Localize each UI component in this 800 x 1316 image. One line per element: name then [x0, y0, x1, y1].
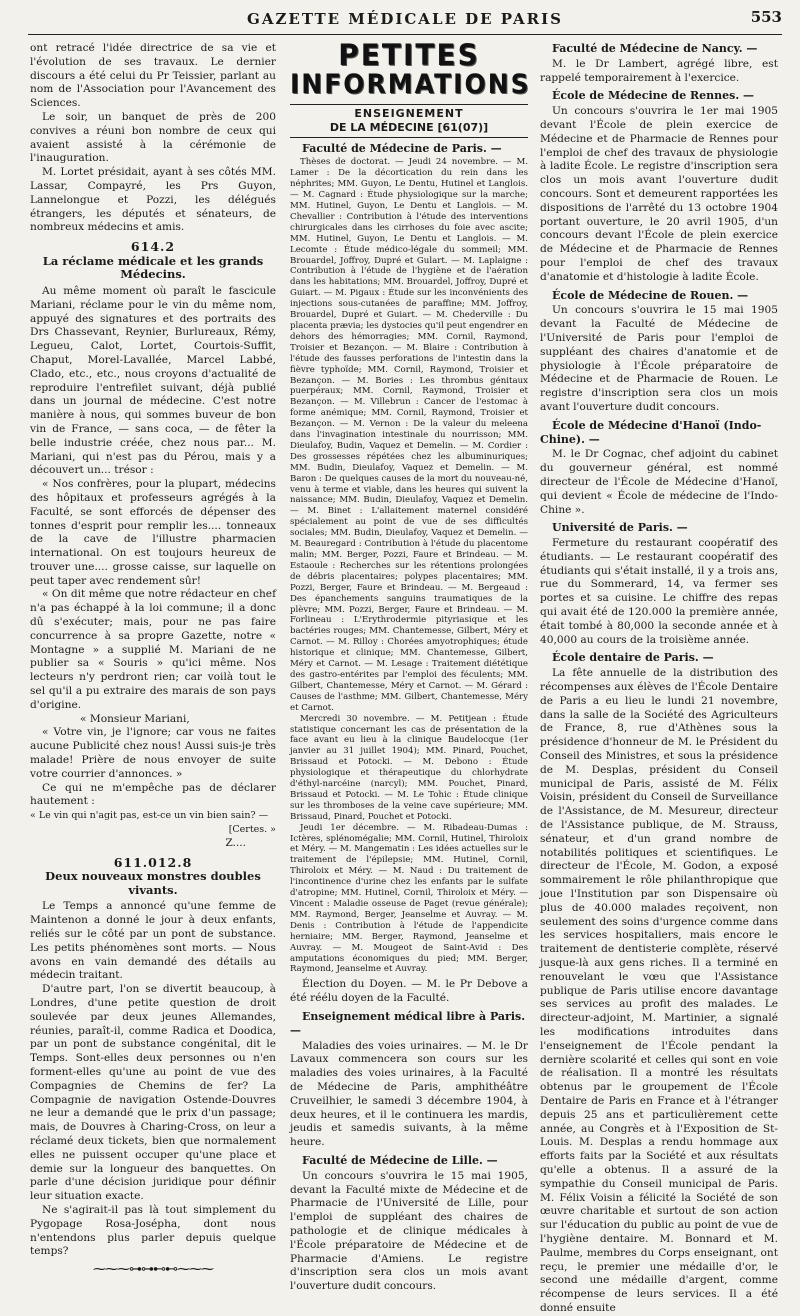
column-middle — [290, 37, 531, 1294]
quote-line: « Le vin qui n'agit pas, est-ce un vin bien sain? — — [30, 810, 269, 822]
section-banner — [290, 37, 531, 100]
page-header — [28, 4, 782, 35]
column-right — [540, 42, 778, 1316]
quote-paragraph: « Votre vin, je l'ignore; car vous ne faites aucune Publicité chez nous! Aussi suis-je très malade! Prière de nous envoyer de suite votre courrier d'annonces. » — [30, 726, 276, 780]
theses-paragraph: Thèses de doctorat. — Jeudi 24 novembre. — M. Lamer : De la décortication du rein dans les néphrites; MM. Guyon, Le Dentu, Hutinel et Langlois. — M. Cagnard : Étude physiologique sur la marche; MM. Hutinel, Guyon, Le Dentu et Langlois. — M. Chevallier : Contribution à l'étude des interventions chirurgicales dans les cirrhoses du foie avec ascite; MM. Hutinel, Guyon, Le Dentu et Langlois. — M. Lecomte : Étude médico-légale du sommeil; MM. Brouardel, Joffroy, Dupré et Gulart. — M. Laplaigne : Contribution à l'étude de l'hygiène et de l'aération dans les habitations; MM. Brouardel, Joffroy, Dupré et Guiart. — M. Pigaux : Étude sur les inconvénients des injections sous-cutanées de paraffine; MM. Joffroy, Brouardel, Dupré et Guiart. — M. Chederville : Du placenta prævia; les dystocies qu'il peut engendrer en dehors des hémorragies; MM. Cornil, Raymond, Troisier et Bezançon. — M. Blaire : Contribution à l'étude des fausses perforations de l'intestin dans la fièvre typhoïde; MM. Cornil, Raymond, Troisier et Bezançon. — M. Bories : Les thrombus génitaux puerpéraux; MM. Cornil, Raymond, Troisier et Bezançon. — M. Villebrun : Cancer de l'estomac à forme anémique; MM. Cornil, Raymond, Troisier et Bezançon. — M. Vernon : De la valeur du meleena dans l'invagination intestinale du nourrisson; MM. Dieulafoy, Budin, Vaquez et Demelin. — M. Cordier : Des grossesses répétées chez les albuminuriques; MM. Budin, Dieulafoy, Vaquez et Demelin. — M. Baron : De quelques causes de la mort du nouveau-né, venu à terme et viable, dans les heures qui suivent la naissance; MM. Budin, Dieulafoy, Vaquez et Demelin. — M. Binet : L'allaitement maternel considéré spécialement au point de vue de ses difficultés sociales; MM. Budin, Dieulafoy, Vaquez et Demelin. — M. Beauregard : Contribution à l'étude du placentome malin; MM. Berger, Pozzi, Faure et Brindeau. — M. Estaoule : Recherches sur les rétentions prolongées de débris placentaires; polypes placentaires; MM. Pozzi, Berger, Faure et Brindeau. — M. Bergeaud : Des épanchements sanguins traumatiques de la plèvre; MM. Pozzi, Berger, Faure et Brindeau. — M. Forlineau : L'Erythrodermie pityriasique et les bactéries rouges; MM. Chantemesse, Gilbert, Méry et Carnot. — M. Rilloy : Chorées amyotrophiques; étude historique et clinique; MM. Chantemesse, Gilbert, Méry et Carnot. — M. Lesage : Traitement diététique des gastro-entérites par l'emploi des féculents; MM. Gilbert, Chantemesse, Méry et Carnot. — M. Gérard : Causes de l'asthme; MM. Gilbert, Chantemesse, Méry et Carnot. — [290, 157, 528, 713]
theses-paragraph: Jeudi 1er décembre. — M. Ribadeau-Dumas : Ictères, splénomégalie; MM. Cornil, Hutinel, Thiroloix et Méry. — M. Mangematin : Les idées actuelles sur le traitement de l'épilepsie; MM. Hutinel, Cornil, Thiroloix et Méry. — M. Naud : Du traitement de l'incontinence d'urine chez les enfants par le sulfate d'atropine; MM. Hutinel, Cornil, Thiroloix et Méry. — Vincent : Maladie osseuse de Paget (revue générale); MM. Raymond, Berger, Jeanselme et Auvray. — M. Denis : Contribution à l'étude de l'appendicite herniaire; MM. Berger, Raymond, Jeanselme et Auvray. — M. Mougeot de Saint-Avid : Des amputations économiques du pied; MM. Berger, Raymond, Jeanselme et Auvray. — [290, 822, 528, 975]
signature: Z.... — [225, 836, 246, 849]
nancy-paragraph: M. le Dr Lambert, agrégé libre, est rappelé temporairement à l'exercice. — [540, 57, 778, 84]
article-paragraph: D'autre part, l'on se divertit beaucoup, à Londres, d'une petite question de droit soulevée par deux jeunes Allemandes, réunies, paraît-il, comme Radica et Doodica, par un pont de substance congénital, dit le Temps. Sont-elles deux personnes ou n'en forment-elles qu'une au point de vue des Compagnies de Chemins de fer? La Compagnie de navigation Ostende-Douvres ne leur a demandé que le prix d'un passage; mais, de Douvres à Charing-Cross, on leur a réclamé deux tickets, bien que normalement elles ne puissent occuper qu'une place et demie sur la longueur des banquettes. On parle d'une décision juridique pour définir leur situation exacte. — [30, 983, 276, 1203]
quote-paragraph: « On dit même que notre rédacteur en chef n'a pas échappé à la loi commune; il a donc dû s'exécuter; mais, pour ne pas faire concurrence à sa propre Gazette, notre « Montagne » a supplié M. Mariani de ne publier sa « Souris » qu'ici même. Nos lecteurs n'y perdront rien; car voilà tout le sel qu'il a pu extraire des marais de son pays d'origine. — [30, 588, 276, 711]
course-paragraph: Maladies des voies urinaires. — M. le Dr Lavaux commencera son cours sur les maladies des voies urinaires, à la Faculté de Médecine de Paris, amphithéâtre Cruveilhier, le samedi 3 décembre 1904, à deux heures, et il le continuera les mardis, jeudis et samedis suivants, à la même heure. — [290, 1039, 528, 1149]
section-title: Deux nouveaux monstres doubles vivants. — [45, 869, 261, 897]
subsection-heading: Faculté de Médecine de Nancy. — — [552, 42, 758, 55]
hanoi-paragraph: M. le Dr Cognac, chef adjoint du cabinet du gouverneur général, est nommé directeur de l'École de Médecine d'Hanoï, qui devient « École de médecine de l'Indo-Chine ». — [540, 448, 778, 516]
subsection-heading: École de Médecine d'Hanoï (Indo-Chine). — — [540, 418, 762, 446]
section-number: 611.012.8 — [113, 854, 193, 870]
dental-school-paragraph: La fête annuelle de la distribution des récompenses aux élèves de l'École Dentaire de Paris a eu lieu le lundi 21 novembre, dans la salle de la Société des Agriculteurs de France, 8, rue d'Athènes sous la présidence d'honneur de M. le Président du Conseil des Ministres, et sous la présidence de M. Desplas, président du Conseil municipal de Paris, assisté de M. Félix Voisin, président du Conseil de Surveillance de l'Assistance, de M. Mesureur, directeur de l'Assistance publique, de M. Strauss, sénateur, et d'un grand nombre de notabilités politiques et scientifiques. Le directeur de l'École, M. Godon, a exposé sommairement le rôle philanthropique que joue l'Institution par son Dispensaire où plus de 40.000 malades reçoivent, non seulement des soins d'urgence comme dans les services hospitaliers, mais encore le traitement de dentisterie complète, réservé jusque-là aux gens riches. Il a terminé en renouvelant le vœu que l'Assistance publique de Paris utilise encore davantage ses services au profit des malades. Le directeur-adjoint, M. Martinier, a signalé les modifications introduites dans l'enseignement de l'École pendant la dernière scolarité et celles qui sont en voie de réalisation. Il a montré les résultats obtenus par le groupement de l'École Dentaire de Paris en France et à l'étranger depuis 25 ans et particulièrement cette année, au Congrès et à l'Exposition de St-Louis. M. Desplas a rendu hommage aux efforts faits par la Société et aux résultats qu'elle a obtenus. Il a assuré de la sympathie du Conseil municipal de Paris. M. Félix Voisin a félicité la Société de son œuvre charitable et surtout de son action sur l'éducation du public au point de vue de l'hygiène dentaire. M. Bonnard et M. Paulme, membres du Corps enseignant, ont reçu, le premier une médaille d'or, le second une médaille d'argent, comme récompense de leurs services. Il a été donné ensuite — [540, 667, 778, 1314]
subsection-heading: Faculté de Médecine de Lille. — — [302, 1153, 498, 1167]
banquet-paragraph: Le soir, un banquet de près de 200 convives a réuni bon nombre de ceux qui avaient assisté à la cérémonie de l'inauguration. — [30, 110, 276, 165]
rubric-subtitle: DE LA MÉDECINE [61(07)] — [329, 120, 489, 134]
article-paragraph: Le Temps a annoncé qu'une femme de Maintenon a donné le jour à deux enfants, reliés sur le côté par un pont de substance. Les petits phénomènes sont morts. — Nous avons en vain demandé des détails au médecin traitant. — [30, 900, 276, 982]
subsection-heading: Faculté de Médecine de Paris. — — [302, 141, 502, 155]
article-paragraph: Ne s'agirait-il pas là tout simplement du Pygopage Rosa-Josépha, dont nous n'entendons plus parler depuis quelque temps? — [30, 1203, 276, 1258]
intro-paragraph: ont retracé l'idée directrice de sa vie et l'évolution de ses travaux. Le dernier discours a été celui du Pr Teissier, parlant au nom de l'Association pour l'Avancement des Sciences. — [30, 42, 276, 110]
section-title: La réclame médicale et les grands Médecins. — [42, 253, 264, 282]
section-number: 614.2 — [130, 239, 176, 255]
rubric-title: ENSEIGNEMENT — [354, 107, 464, 120]
rubric-header — [290, 104, 528, 138]
presidency-paragraph: M. Lortet présidait, ayant à ses côtés MM. Lassar, Compayré, les Prs Guyon, Lannelongue et Pozzi, les délégués étrangers, les députés et sénateurs, de nombreux médecins et amis. — [30, 166, 276, 234]
article-paragraph: Au même moment où paraît le fascicule Mariani, réclame pour le vin du même nom, appuyé des signatures et des portraits des Drs Chassevant, Reynier, Burlureaux, Rémy, Legueu, Calot, Lortet, Courtois-Suffit, Chaput, Morel-Lavallée, Marcel Labbé, Clado, etc., etc., nous croyons d'actualité de reproduire l'entrefilet suivant, déjà publié dans un journal de médecine. C'est notre manière à nous, qui sommes buveur de bon vin de France, — sans coca, — de fêter la belle industrie créée, chez nous par... M. Mariani, qui n'est pas du Pérou, mais y a découvert un... trésor : — [30, 284, 276, 477]
rouen-paragraph: Un concours s'ouvrira le 15 mai 1905 devant la Faculté de Médecine de l'Université de Paris pour l'emploi de suppléant des chaires d'anatomie et de physiologie à l'École préparatoire de Médecine et de Pharmacie de Rouen. Le registre d'inscription sera clos un mois avant l'ouverture dudit concours. — [540, 304, 778, 413]
quote-end: [Certes. » — [228, 824, 276, 836]
page-number: 553 — [750, 8, 782, 26]
column-left — [30, 42, 276, 1277]
ornament-divider: ⁓⁓⁓⊶⊶⊷⊷⁓⁓⁓ — [93, 1262, 213, 1278]
theses-paragraph: Mercredi 30 novembre. — M. Petitjean : Étude statistique concernant les cas de présentation de la face avant eu lieu à la clinique Baudelocque (1er janvier au 31 juillet 1904); MM. Pinard, Pouchet, Brissaud et Potocki. — M. Debono : Étude physiologique et thérapeutique du chlorhydrate d'éthyl-narcéine (narcyl); MM. Pouchet, Pinard, Brissaud et Potocki. — M. Le Tohic : Étude clinique sur les thromboses de la veine cave supérieure; MM. Brissaud, Pinard, Pouchet et Potocki. — [290, 713, 528, 822]
banner-line-2: INFORMATIONS — [290, 68, 531, 100]
journal-title: GAZETTE MÉDICALE DE PARIS — [247, 10, 563, 28]
quote-salutation: « Monsieur Mariani, — [80, 712, 190, 725]
subsection-heading: Université de Paris. — — [552, 521, 688, 535]
subsection-heading: École dentaire de Paris. — — [552, 651, 714, 665]
quote-paragraph: « Nos confrères, pour la plupart, médecins des hôpitaux et professeurs agrégés à la Faculté, se sont efforcés de dépenser des tonnes d'esprit pour remplir les.... tonneaux de la cave de l'illustre pharmacien international. On est toujours heureux de trouver une.... grosse caisse, sur laquelle on peut taper avec rendement sûr! — [30, 478, 276, 587]
university-paragraph: Fermeture du restaurant coopératif des étudiants. — Le restaurant coopératif des étudiants qui s'était installé, il y a trois ans, rue du Sommerard, 14, va fermer ses portes et sa cuisine. Le chiffre des repas qui avait été de 120.000 la première année, était tombé à 80,000 la seconde année et à 40,000 au cours de la troisième année. — [540, 537, 778, 646]
theses-list — [290, 157, 528, 975]
article-paragraph: Ce qui ne m'empêche pas de déclarer hautement : — [30, 781, 276, 808]
lille-paragraph: Un concours s'ouvrira le 15 mai 1905, devant la Faculté mixte de Médecine et de Pharmacie de l'Université de Lille, pour l'emploi de suppléant des chaires de pathologie et de clinique médicales à l'École préparatoire de Médecine et de Pharmacie d'Amiens. Le registre d'inscription sera clos un mois avant l'ouverture dudit concours. — [290, 1169, 528, 1293]
banner-line-1: PETITES — [338, 37, 480, 73]
subsection-heading: École de Médecine de Rouen. — — [552, 288, 749, 302]
subsection-heading: École de Médecine de Rennes. — — [552, 89, 755, 103]
subsection-heading: Enseignement médical libre à Paris. — — [290, 1009, 526, 1037]
election-paragraph: Élection du Doyen. — M. le Pr Debove a été réélu doyen de la Faculté. — [290, 978, 528, 1005]
rennes-paragraph: Un concours s'ouvrira le 1er mai 1905 devant l'École de plein exercice de Médecine et de Pharmacie de Rennes pour l'emploi de chef des travaux de physiologie à ladite École. Le registre d'inscription sera clos un mois avant l'ouverture dudit concours. Sont et demeurent rapportées les dispositions de l'arrêté du 13 octobre 1904 portant ouverture, le 20 avril 1905, d'un concours devant l'École de plein exercice de Médecine et de Pharmacie de Rennes pour l'emploi de chef des travaux d'anatomie et d'histologie à ladite École. — [540, 105, 778, 283]
